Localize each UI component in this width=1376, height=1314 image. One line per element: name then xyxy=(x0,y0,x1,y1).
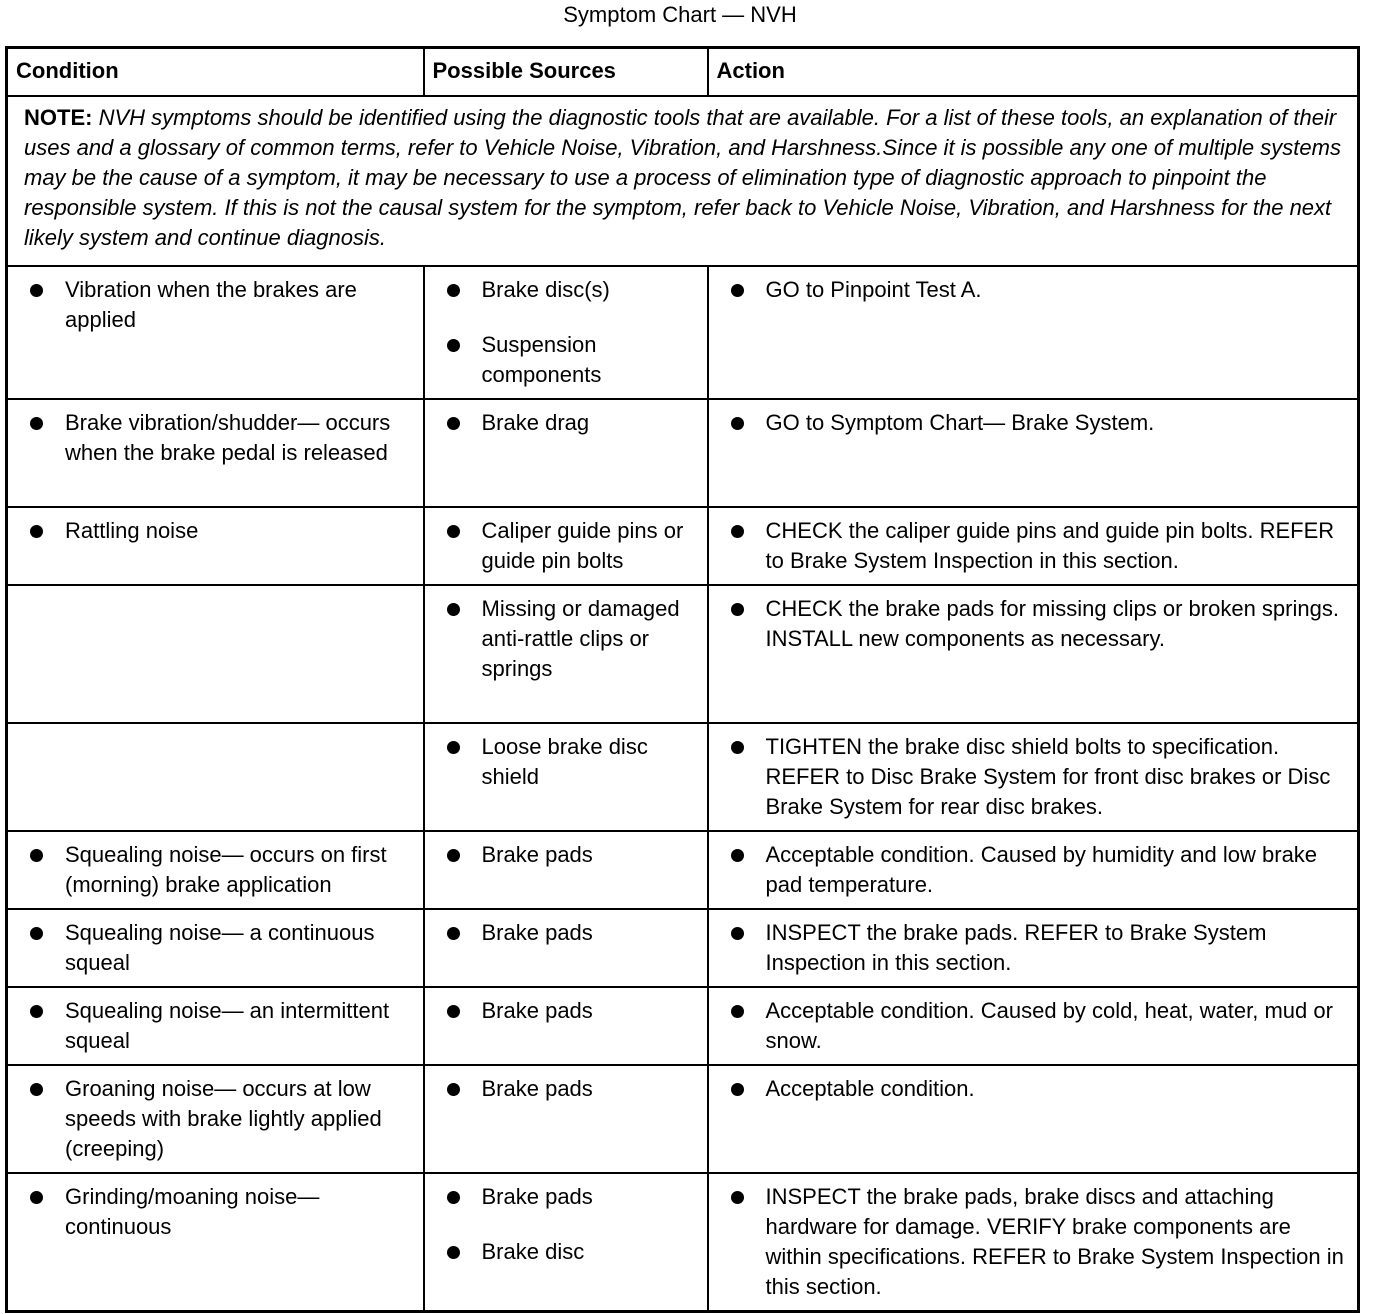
condition-cell xyxy=(7,987,424,1065)
condition-cell xyxy=(7,585,424,723)
column-header-action: Action xyxy=(708,48,1359,97)
condition-text: Rattling noise xyxy=(65,518,199,543)
list-item xyxy=(30,840,415,900)
bullet-icon xyxy=(447,525,460,538)
source-text: Brake pads xyxy=(481,998,593,1023)
source-text: Brake disc(s) xyxy=(481,277,610,302)
list-item xyxy=(731,1074,1350,1104)
source-cell xyxy=(424,399,708,507)
table-row xyxy=(7,987,1359,1065)
condition-text: Vibration when the brakes are applied xyxy=(65,277,357,332)
action-text: Acceptable condition. Caused by humidity and low brake pad temperature. xyxy=(765,842,1318,897)
list-item xyxy=(447,1182,699,1212)
bullet-icon xyxy=(731,741,744,754)
list-item xyxy=(447,1237,699,1267)
note-cell xyxy=(7,96,1359,266)
bullet-icon xyxy=(447,603,460,616)
action-text: TIGHTEN the brake disc shield bolts to specification. REFER to Disc Brake System for front disc brakes or Disc Brake System for rear disc brakes. xyxy=(765,734,1331,819)
table-row xyxy=(7,507,1359,585)
action-text: CHECK the caliper guide pins and guide pin bolts. REFER to Brake System Inspection in this section. xyxy=(765,518,1335,573)
table-row xyxy=(7,909,1359,987)
table-row xyxy=(7,399,1359,507)
action-cell xyxy=(708,1173,1359,1312)
condition-cell xyxy=(7,831,424,909)
bullet-icon xyxy=(731,284,744,297)
action-cell xyxy=(708,585,1359,723)
symptom-chart-table xyxy=(5,46,1360,1313)
condition-text: Squealing noise— occurs on first (morning) brake application xyxy=(65,842,387,897)
table-row xyxy=(7,723,1359,831)
bullet-icon xyxy=(731,849,744,862)
list-item xyxy=(731,275,1350,305)
condition-cell xyxy=(7,266,424,399)
action-text: GO to Symptom Chart— Brake System. xyxy=(765,410,1155,435)
list-item xyxy=(731,918,1350,978)
source-text: Missing or damaged anti-rattle clips or springs xyxy=(481,596,680,681)
list-item xyxy=(447,840,699,870)
note-row xyxy=(7,96,1359,266)
bullet-icon xyxy=(30,849,43,862)
table-row xyxy=(7,585,1359,723)
list-item xyxy=(30,516,415,546)
bullet-icon xyxy=(447,1191,460,1204)
list-item xyxy=(30,1182,415,1242)
condition-cell xyxy=(7,723,424,831)
list-item xyxy=(447,594,699,684)
action-text: CHECK the brake pads for missing clips or broken springs. INSTALL new components as necessary. xyxy=(765,596,1339,651)
source-cell xyxy=(424,1065,708,1173)
list-item xyxy=(731,408,1350,438)
source-cell xyxy=(424,585,708,723)
source-text: Brake drag xyxy=(481,410,590,435)
list-item xyxy=(731,1182,1350,1302)
bullet-icon xyxy=(731,603,744,616)
table-row xyxy=(7,831,1359,909)
source-text: Brake pads xyxy=(481,1184,593,1209)
bullet-icon xyxy=(30,1191,43,1204)
column-header-condition: Condition xyxy=(7,48,424,97)
bullet-icon xyxy=(447,417,460,430)
list-item xyxy=(447,1074,699,1104)
action-cell xyxy=(708,831,1359,909)
bullet-icon xyxy=(447,1083,460,1096)
list-item xyxy=(731,732,1350,822)
list-item xyxy=(30,275,415,335)
bullet-icon xyxy=(447,339,460,352)
source-text: Brake pads xyxy=(481,1076,593,1101)
source-text: Brake pads xyxy=(481,842,593,867)
condition-text: Groaning noise— occurs at low speeds with brake lightly applied (creeping) xyxy=(65,1076,382,1161)
list-item xyxy=(447,918,699,948)
action-text: Acceptable condition. xyxy=(765,1076,975,1101)
action-text: INSPECT the brake pads. REFER to Brake System Inspection in this section. xyxy=(765,920,1267,975)
source-cell xyxy=(424,266,708,399)
condition-cell xyxy=(7,909,424,987)
source-cell xyxy=(424,987,708,1065)
header-row xyxy=(7,48,1359,97)
bullet-icon xyxy=(447,1005,460,1018)
source-text: Loose brake disc shield xyxy=(481,734,648,789)
condition-text: Brake vibration/shudder— occurs when the brake pedal is released xyxy=(65,410,391,465)
bullet-icon xyxy=(30,1083,43,1096)
action-cell xyxy=(708,399,1359,507)
source-text: Brake pads xyxy=(481,920,593,945)
source-cell xyxy=(424,909,708,987)
action-text: Acceptable condition. Caused by cold, heat, water, mud or snow. xyxy=(765,998,1333,1053)
list-item xyxy=(30,408,415,468)
table-row xyxy=(7,266,1359,399)
list-item xyxy=(731,840,1350,900)
bullet-icon xyxy=(30,1005,43,1018)
bullet-icon xyxy=(731,1005,744,1018)
source-cell xyxy=(424,507,708,585)
list-item xyxy=(30,996,415,1056)
bullet-icon xyxy=(30,417,43,430)
note-label: NOTE: xyxy=(24,105,93,130)
condition-cell xyxy=(7,1173,424,1312)
bullet-icon xyxy=(731,927,744,940)
action-text: GO to Pinpoint Test A. xyxy=(765,277,982,302)
source-text: Caliper guide pins or guide pin bolts xyxy=(481,518,684,573)
bullet-icon xyxy=(731,1191,744,1204)
list-item xyxy=(30,1074,415,1164)
action-cell xyxy=(708,909,1359,987)
table-row xyxy=(7,1065,1359,1173)
action-cell xyxy=(708,266,1359,399)
bullet-icon xyxy=(30,927,43,940)
list-item xyxy=(447,732,699,792)
bullet-icon xyxy=(447,284,460,297)
action-cell xyxy=(708,1065,1359,1173)
condition-text: Grinding/moaning noise— continuous xyxy=(65,1184,320,1239)
bullet-icon xyxy=(30,284,43,297)
bullet-icon xyxy=(30,525,43,538)
bullet-icon xyxy=(731,1083,744,1096)
condition-text: Squealing noise— an intermittent squeal xyxy=(65,998,390,1053)
list-item xyxy=(30,918,415,978)
condition-cell xyxy=(7,399,424,507)
action-text: INSPECT the brake pads, brake discs and attaching hardware for damage. VERIFY brake components are within specifications. REFER to Brake System Inspection in this section. xyxy=(765,1184,1344,1299)
condition-text: Squealing noise— a continuous squeal xyxy=(65,920,375,975)
list-item xyxy=(447,330,699,390)
note-text: NVH symptoms should be identified using the diagnostic tools that are available. For a list of these tools, an explanation of their uses and a glossary of common terms, refer to Vehicle Noise, Vibration, and Harshness.Since it is possible any one of multiple systems may be the cause of a symptom, it may be necessary to use a process of elimination type of diagnostic approach to pinpoint the responsible system. If this is not the causal system for the symptom, refer back to Vehicle Noise, Vibration, and Harshness for the next likely system and continue diagnosis. xyxy=(24,105,1341,250)
list-item xyxy=(731,516,1350,576)
bullet-icon xyxy=(447,849,460,862)
action-cell xyxy=(708,723,1359,831)
action-cell xyxy=(708,987,1359,1065)
source-cell xyxy=(424,723,708,831)
table-row xyxy=(7,1173,1359,1312)
bullet-icon xyxy=(731,417,744,430)
source-cell xyxy=(424,1173,708,1312)
list-item xyxy=(447,996,699,1026)
bullet-icon xyxy=(731,525,744,538)
list-item xyxy=(731,996,1350,1056)
list-item xyxy=(447,516,699,576)
list-item xyxy=(731,594,1350,654)
list-item xyxy=(447,275,699,305)
column-header-possible-sources: Possible Sources xyxy=(424,48,708,97)
bullet-icon xyxy=(447,927,460,940)
source-text: Brake disc xyxy=(481,1239,585,1264)
bullet-icon xyxy=(447,741,460,754)
bullet-icon xyxy=(447,1246,460,1259)
condition-cell xyxy=(7,1065,424,1173)
action-cell xyxy=(708,507,1359,585)
page-title: Symptom Chart — NVH xyxy=(563,2,797,27)
source-cell xyxy=(424,831,708,909)
condition-cell xyxy=(7,507,424,585)
list-item xyxy=(447,408,699,438)
source-text: Suspension components xyxy=(481,332,602,387)
